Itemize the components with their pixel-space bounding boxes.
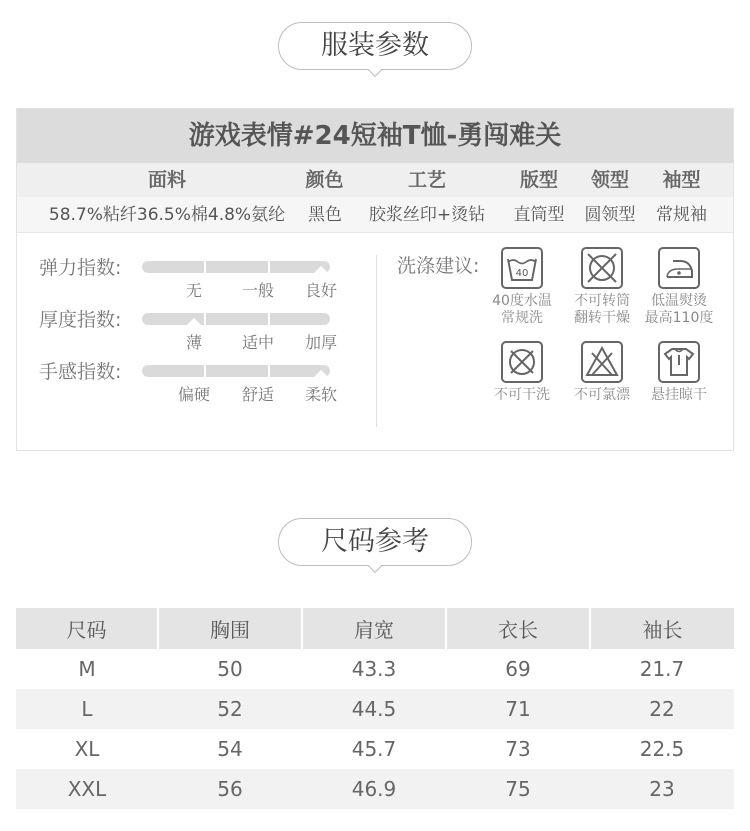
- table-row: [16, 649, 734, 689]
- section-title-size-reference: [278, 518, 472, 566]
- table-cell: 43.3: [302, 649, 446, 689]
- table-cell: 46.9: [302, 769, 446, 809]
- washing-label: 洗涤建议:: [397, 255, 480, 277]
- table-cell: 73: [446, 729, 590, 769]
- param-header-collar: 领型: [590, 169, 629, 191]
- section-title-garment-params: [278, 22, 472, 70]
- scale-tick: [268, 365, 270, 377]
- table-cell: 45.7: [302, 729, 446, 769]
- wash-caption: 40度水温 常规洗: [492, 293, 552, 326]
- chevron-down-icon: [368, 63, 382, 77]
- param-value-craft: 胶浆丝印+烫钻: [368, 205, 486, 225]
- wash-caption: 低温熨烫 最高110度: [644, 293, 714, 326]
- col-header-length: 衣长: [446, 608, 590, 649]
- table-row: [16, 689, 734, 729]
- col-header-sleeve-length: 袖长: [590, 608, 734, 649]
- param-value-color: 黑色: [308, 205, 342, 225]
- wash-item: [639, 341, 719, 404]
- param-header-color: 颜色: [305, 169, 344, 191]
- scale-tick: [268, 313, 270, 325]
- col-header-chest: 胸围: [158, 608, 302, 649]
- param-header-sleeve: 袖型: [662, 169, 701, 191]
- scale-marker: [314, 266, 328, 273]
- table-cell: 22: [590, 689, 734, 729]
- scale-option: 薄: [185, 333, 202, 352]
- scale-option: 良好: [304, 281, 337, 300]
- scale-option: 偏硬: [177, 385, 210, 404]
- param-value-fabric: 58.7%粘纤36.5%棉4.8%氨纶: [48, 205, 286, 225]
- scale-marker: [187, 318, 201, 325]
- no-dry-clean-icon: [501, 341, 543, 383]
- scale-marker: [314, 370, 328, 377]
- param-header-row: [17, 163, 733, 197]
- scale-option: 一般: [241, 281, 274, 300]
- scale-tick: [204, 365, 206, 377]
- wash-item: [639, 247, 719, 327]
- wash-caption: 悬挂晾干: [651, 387, 707, 403]
- hand-feel-label: 手感指数:: [39, 361, 122, 383]
- param-value-collar: 圆领型: [584, 205, 636, 225]
- scale-option: 适中: [241, 333, 274, 352]
- thickness-label: 厚度指数:: [39, 309, 122, 331]
- size-table: [16, 608, 734, 809]
- table-cell: 52: [158, 689, 302, 729]
- iron-low-icon: [658, 247, 700, 289]
- param-header-fit: 版型: [519, 169, 558, 191]
- param-value-row: [17, 197, 733, 233]
- scale-option: 舒适: [241, 385, 274, 404]
- wash-caption: 不可转筒 翻转干燥: [574, 293, 630, 326]
- table-row: [16, 729, 734, 769]
- elasticity-label: 弹力指数:: [39, 257, 122, 279]
- elasticity-scale: [39, 253, 339, 303]
- hang-dry-icon: [658, 341, 700, 383]
- scale-tick: [204, 313, 206, 325]
- table-cell: XL: [16, 729, 158, 769]
- scale-bar: [142, 261, 330, 273]
- chevron-down-icon: [368, 559, 382, 573]
- thickness-scale: [39, 305, 339, 355]
- wash-40-icon: [501, 247, 543, 289]
- table-cell: 71: [446, 689, 590, 729]
- wash-item: [482, 247, 562, 327]
- param-header-craft: 工艺: [407, 169, 446, 191]
- size-table-header: [16, 608, 734, 649]
- divider: [376, 255, 377, 427]
- table-cell: 50: [158, 649, 302, 689]
- table-cell: 21.7: [590, 649, 734, 689]
- wash-item: [562, 247, 642, 327]
- col-header-shoulder: 肩宽: [302, 608, 446, 649]
- wash-caption: 不可干洗: [494, 387, 550, 403]
- table-cell: 22.5: [590, 729, 734, 769]
- table-cell: 75: [446, 769, 590, 809]
- scale-option: 柔软: [304, 385, 337, 404]
- section-title-text: 服装参数: [321, 30, 429, 61]
- param-value-sleeve: 常规袖: [656, 205, 707, 225]
- table-cell: L: [16, 689, 158, 729]
- param-value-fit: 直筒型: [513, 205, 565, 225]
- wash-item: [482, 341, 562, 404]
- table-cell: M: [16, 649, 158, 689]
- wash-item: [562, 341, 642, 404]
- param-header-fabric: 面料: [147, 169, 186, 191]
- hand-feel-scale: [39, 357, 339, 407]
- scale-tick: [204, 261, 206, 273]
- wash-caption: 不可氯漂: [574, 387, 630, 403]
- scale-option: 无: [185, 281, 202, 300]
- scale-bar: [142, 365, 330, 377]
- table-cell: 44.5: [302, 689, 446, 729]
- table-cell: 54: [158, 729, 302, 769]
- table-cell: XXL: [16, 769, 158, 809]
- no-tumble-dry-icon: [581, 247, 623, 289]
- section-title-text: 尺码参考: [321, 526, 429, 557]
- table-cell: 69: [446, 649, 590, 689]
- scale-tick: [268, 261, 270, 273]
- scale-bar: [142, 313, 330, 325]
- table-cell: 23: [590, 769, 734, 809]
- product-attributes: [17, 233, 735, 451]
- table-row: [16, 769, 734, 809]
- product-info-card: [16, 108, 734, 451]
- no-bleach-icon: [581, 341, 623, 383]
- col-header-size: 尺码: [16, 608, 158, 649]
- scale-option: 加厚: [304, 333, 337, 352]
- product-title: 游戏表情#24短袖T恤-勇闯难关: [17, 109, 733, 163]
- svg-text:40: 40: [515, 268, 529, 279]
- table-cell: 56: [158, 769, 302, 809]
